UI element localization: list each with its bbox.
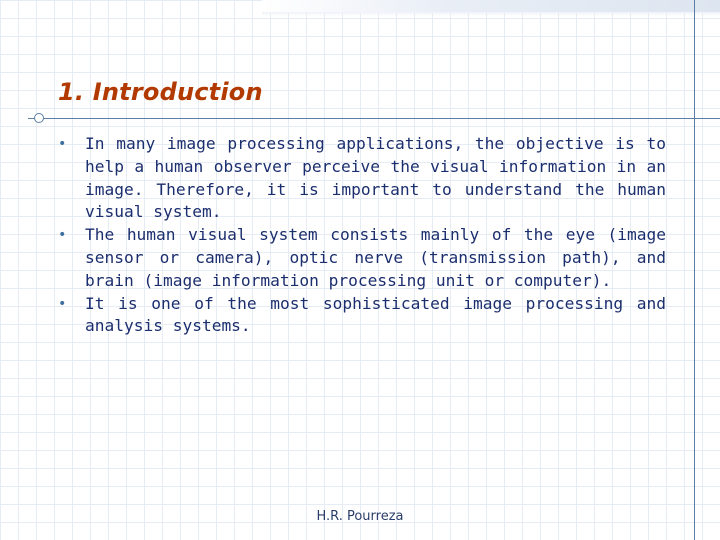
title-underline [28,118,720,119]
bullet-dot-icon: • [58,227,67,244]
bullet-list [54,133,666,338]
bullet-item [54,224,666,292]
bullet-item [54,293,666,339]
ring-ornament-icon [34,113,44,123]
bullet-text: In many image processing applications, the objective is to help a human observer perceive the visual information in an image. Therefore, it is important to understand the human visual system. [85,134,666,222]
top-decorative-band [262,0,720,12]
vertical-rule [694,0,695,540]
bullet-text: It is one of the most sophisticated image processing and analysis systems. [85,293,666,336]
bullet-text: The human visual system consists mainly of the eye (image sensor or camera), optic nerve (transmission path), and brain (image information processing unit or computer). [85,225,666,290]
top-band-shadow [262,12,720,16]
bullet-dot-icon: • [58,295,67,312]
bullet-item [54,133,666,224]
bullet-dot-icon: • [58,136,67,152]
slide-title: 1. Introduction [58,78,263,106]
footer-author: H.R. Pourreza [316,509,404,524]
